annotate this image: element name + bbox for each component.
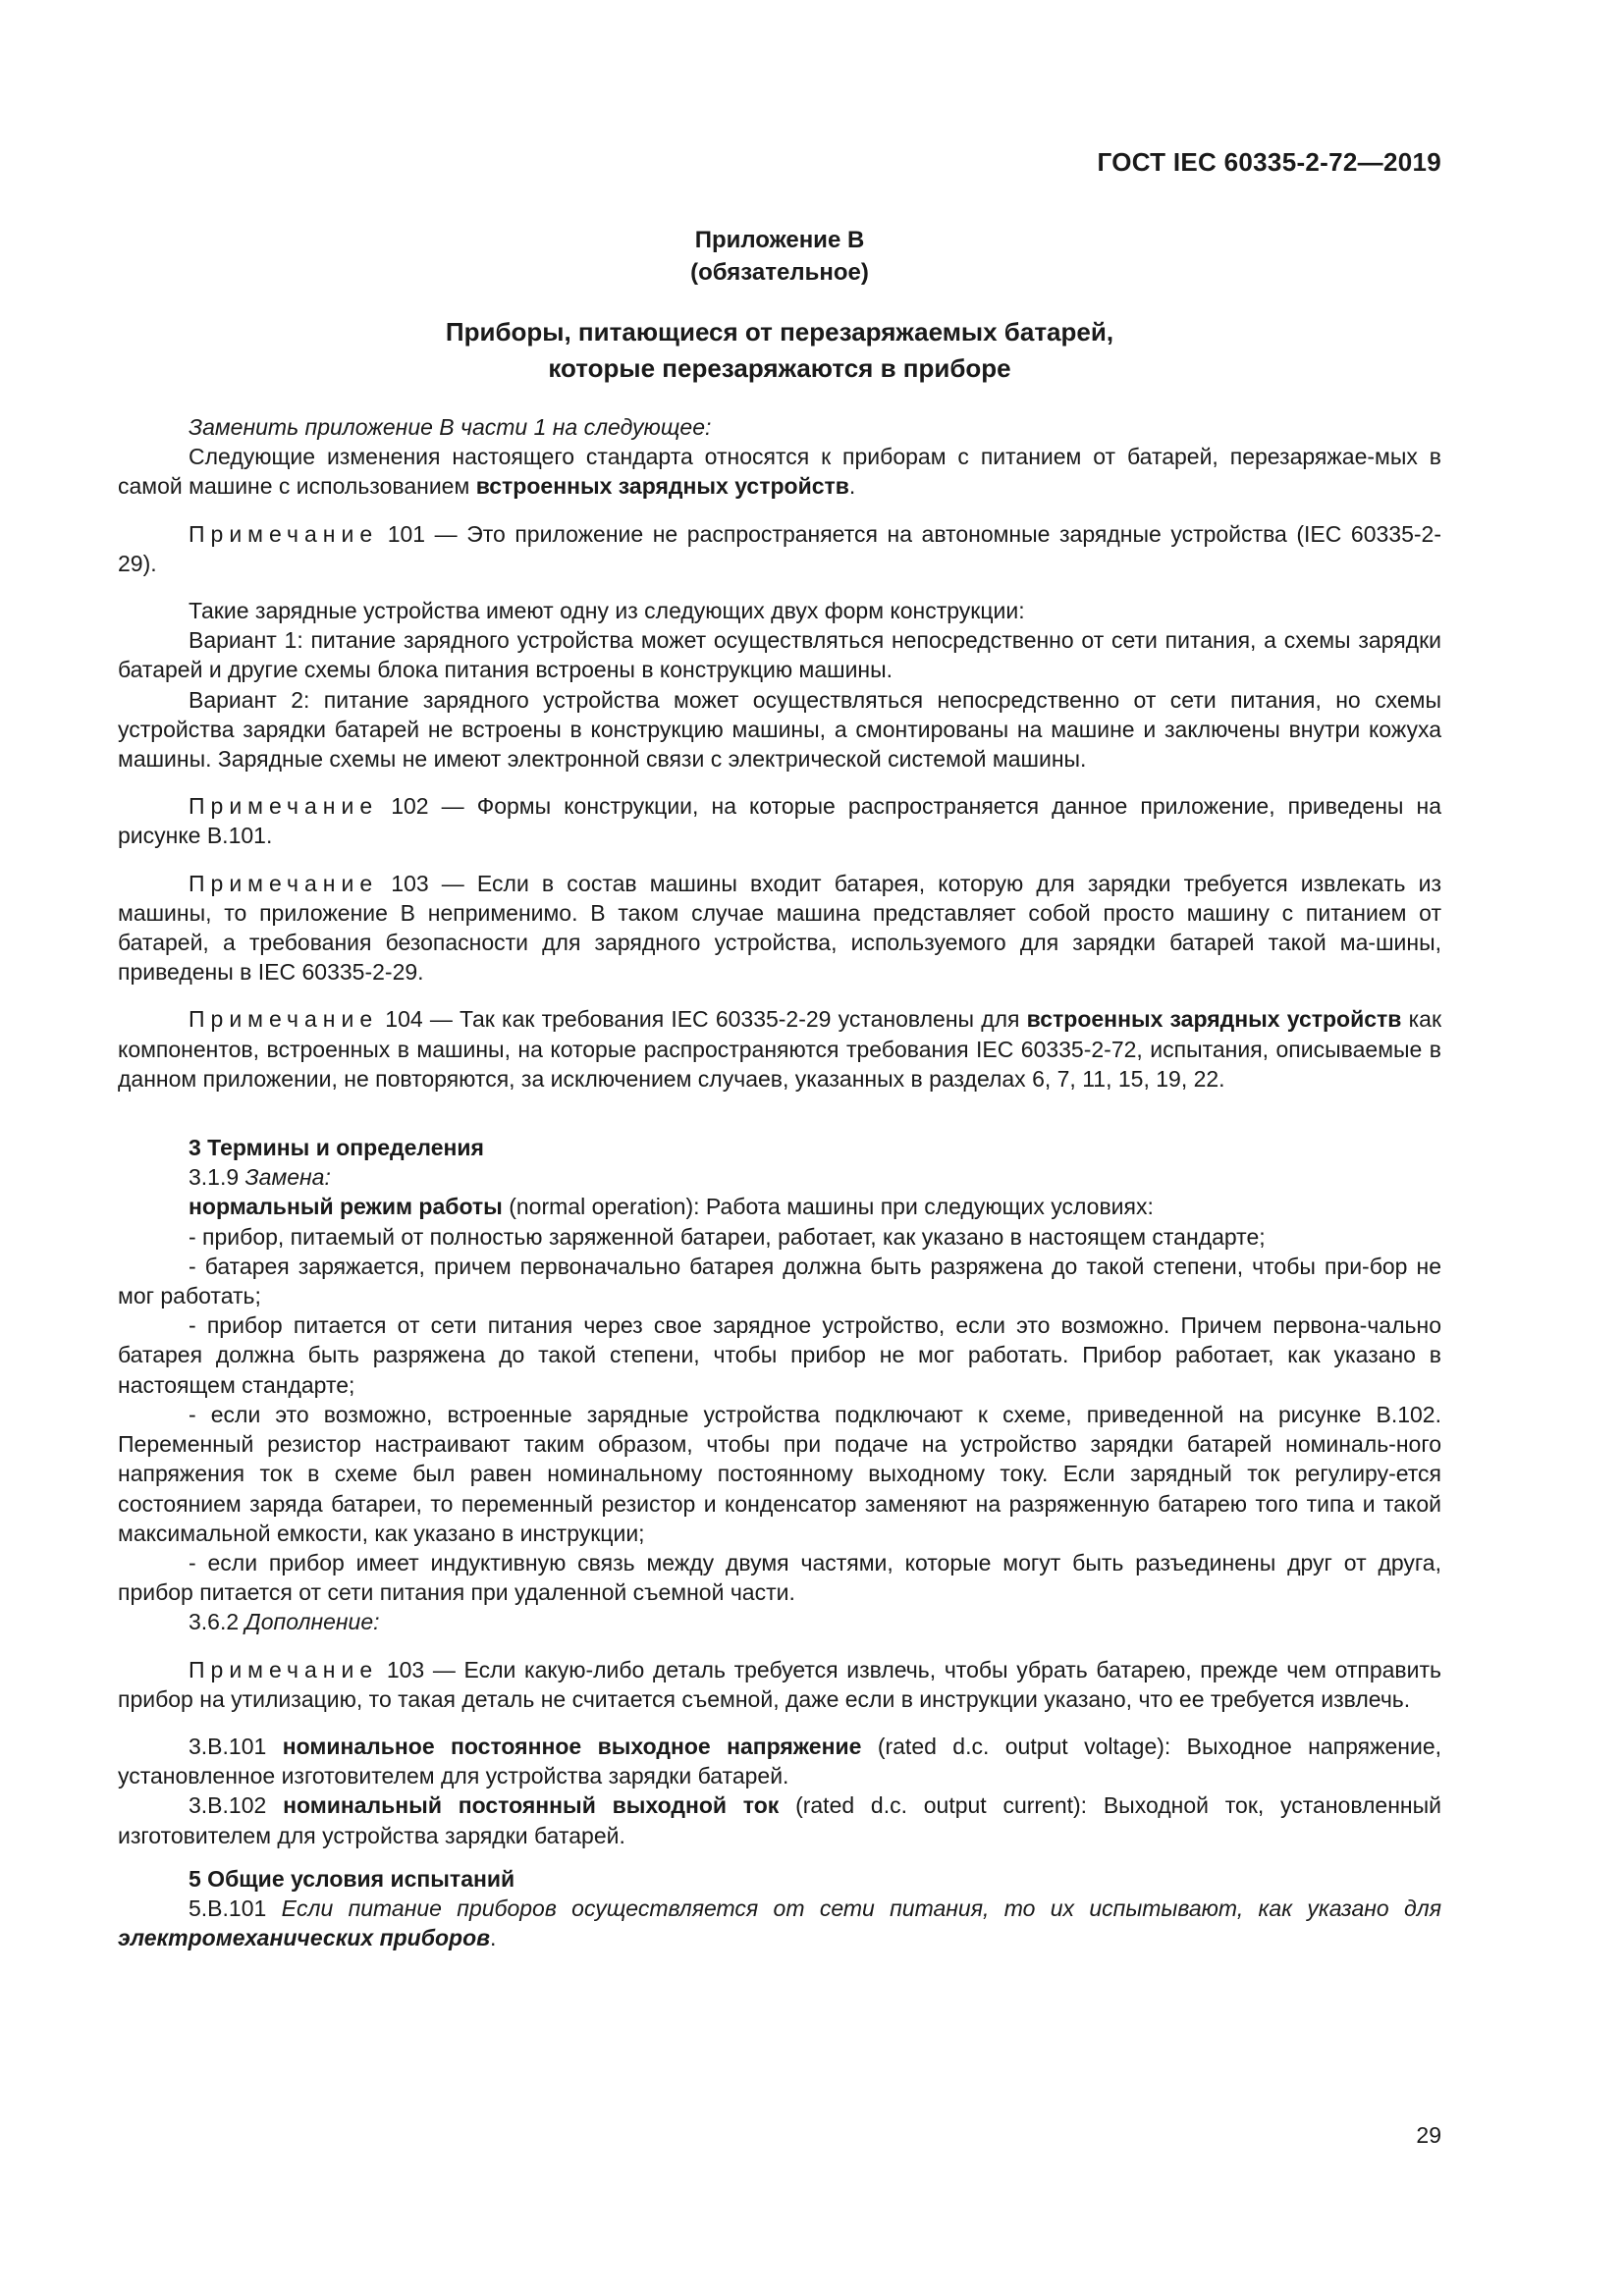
page-number: 29 bbox=[1416, 2122, 1441, 2148]
appendix-title bbox=[118, 314, 1441, 387]
appendix-label: Приложение В bbox=[694, 227, 865, 253]
forms-intro: Такие зарядные устройства имеют одну из следующих двух форм конструкции: bbox=[189, 598, 1025, 624]
replace-instruction: Заменить приложение В части 1 на следующее: bbox=[189, 414, 712, 440]
intro-paragraph: Следующие изменения настоящего стандарта относятся к приборам с питанием от батарей, перезаряжае-мых в самой машине с использованием встроенных зарядных устройств. bbox=[118, 444, 1441, 500]
clause-3-1-9: 3.1.9 Замена: bbox=[189, 1164, 331, 1191]
forms-variant-1: Вариант 1: питание зарядного устройства может осуществляться непосредственно от сети питания, а схемы зарядки батарей и другие схемы блока питания встроены в конструкцию машины. bbox=[118, 627, 1441, 683]
list-item: - батарея заряжается, причем первоначально батарея должна быть разряжена до такой степени, чтобы при-бор не мог работать; bbox=[118, 1253, 1441, 1309]
clause-5-b-101: 5.В.101 Если питание приборов осуществляется от сети питания, то их испытывают, как указано для электромеханических приборов. bbox=[118, 1895, 1442, 1951]
appendix-title-line2: которые перезаряжаются в приборе bbox=[548, 353, 1011, 383]
note-label: Примечание bbox=[189, 793, 379, 820]
note-101: Примечание 101 — Это приложение не распространяется на автономные зарядные устройства (IEC 60335-2-29). bbox=[118, 520, 1442, 576]
list-item: - прибор питается от сети питания через свое зарядное устройство, если это возможно. Причем первона-чально батарея должна быть разряжена до такой степени, чтобы прибор не мог работать. Прибор работает, как указано в настоящем стандарте; bbox=[118, 1312, 1441, 1398]
appendix-status: (обязательное) bbox=[690, 259, 869, 286]
section-5-title: 5 Общие условия испытаний bbox=[189, 1865, 515, 1892]
appendix-heading bbox=[118, 224, 1441, 289]
note-label: Примечание bbox=[189, 520, 379, 547]
document-code: ГОСТ IEC 60335-2-72—2019 bbox=[1097, 147, 1441, 177]
document-page bbox=[118, 0, 1441, 2296]
note-103-a: Примечание 103 — Если в состав машины входит батарея, которую для зарядки требуется извлекать из машины, то приложение В неприменимо. В таком случае машина представляет собой просто машину с питанием от батарей, а требования безопасности для зарядного устройства, используемого для зарядки батарей такой ма-шины, приведены в IEC 60335-2-29. bbox=[118, 870, 1441, 986]
definition-3-b-102: 3.В.102 номинальный постоянный выходной ток (rated d.c. output current): Выходной ток, установленный изготовителем для устройства зарядки батарей. bbox=[118, 1792, 1442, 1848]
definition-3-b-101: 3.В.101 номинальное постоянное выходное напряжение (rated d.c. output voltage): Выходное напряжение, установленное изготовителем для устройства зарядки батарей. bbox=[118, 1733, 1442, 1789]
list-item: - если это возможно, встроенные зарядные устройства подключают к схеме, приведенной на рисунке В.102. Переменный резистор настраивают таким образом, чтобы при подаче на устройство зарядки батарей номиналь-ного напряжения ток в схеме был равен номинальному постоянному выходному току. Если зарядный ток регулиру-ется состоянием заряда батареи, то переменный резистор и конденсатор заменяют на разряженную батарею того типа и такой максимальной емкости, как указано в инструкции; bbox=[118, 1401, 1441, 1546]
document-body bbox=[118, 412, 1441, 1952]
list-item: - если прибор имеет индуктивную связь между двумя частями, которые могут быть разъединены друг от друга, прибор питается от сети питания при удаленной съемной части. bbox=[118, 1549, 1441, 1606]
note-102: Примечание 102 — Формы конструкции, на которые распространяется данное приложение, приведены на рисунке В.101. bbox=[118, 793, 1442, 849]
list-item: - прибор, питаемый от полностью заряженной батареи, работает, как указано в настоящем стандарте; bbox=[189, 1223, 1266, 1250]
note-103-b: Примечание 103 — Если какую-либо деталь требуется извлечь, чтобы убрать батарею, прежде чем отправить прибор на утилизацию, то такая деталь не считается съемной, даже если в инструкции указано, что ее требуется извлечь. bbox=[118, 1656, 1442, 1712]
clause-3-6-2: 3.6.2 Дополнение: bbox=[189, 1609, 380, 1635]
forms-variant-2: Вариант 2: питание зарядного устройства может осуществляться непосредственно от сети питания, но схемы устройства зарядки батарей не встроены в конструкцию машины, а смонтированы на машине и заключены внутри кожуха машины. Зарядные схемы не имеют электронной связи с электрической системой машины. bbox=[118, 686, 1441, 773]
note-label: Примечание bbox=[189, 870, 379, 896]
section-3-title: 3 Термины и определения bbox=[189, 1135, 484, 1161]
note-104: Примечание 104 — Так как требования IEC 60335-2-29 установлены для встроенных зарядных устройств как компонентов, встроенных в машины, на которые распространяются требования IEC 60335-2-72, испытания, описываемые в данном приложении, не повторяются, за исключением случаев, указанных в разделах 6, 7, 11, 15, 19, 22. bbox=[118, 1006, 1442, 1092]
definition-normal-operation: нормальный режим работы (normal operation): Работа машины при следующих условиях: bbox=[189, 1194, 1154, 1220]
appendix-title-line1: Приборы, питающиеся от перезаряжаемых батарей, bbox=[445, 317, 1114, 347]
note-label: Примечание bbox=[189, 1006, 379, 1033]
note-label: Примечание bbox=[189, 1656, 379, 1682]
